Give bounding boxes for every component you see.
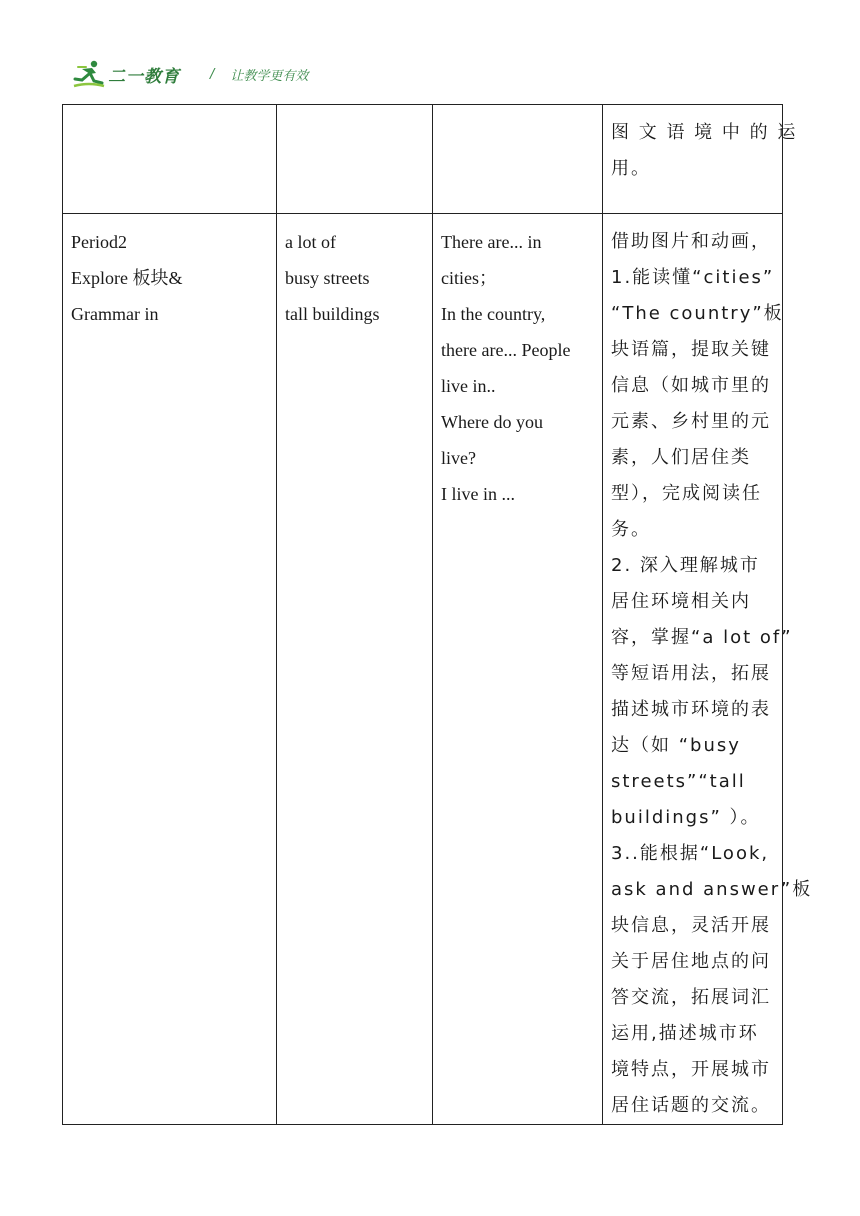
goal-line: 达（如 “busy [611,735,741,756]
goal-line: buildings” ）。 [611,807,761,828]
period-line: Period2 [71,232,127,252]
header-separator: / [210,66,215,82]
sentence-line: live in.. [441,376,496,396]
goal-line: 块语篇，提取关键 [611,339,771,360]
vocab-line: busy streets [285,268,370,288]
goal-line: ask and answer”板 [611,879,813,900]
table-cell-period [63,105,277,214]
goal-line: 运用,描述城市环 [611,1023,759,1044]
goal-line: streets”“tall [611,771,746,792]
goal-line: 答交流，拓展词汇 [611,987,771,1008]
goal-line: 等短语用法，拓展 [611,663,771,684]
sentence-line: cities； [441,268,497,288]
goal-line: 用。 [611,158,651,179]
table-cell-goals [603,214,813,1125]
goal-line: 元素、乡村里的元 [611,411,771,432]
goal-line: 居住环境相关内 [611,591,751,612]
goal-line: 信息（如城市里的 [611,375,771,396]
goal-line: “The country”板 [611,303,784,324]
goal-line: 借助图片和动画， [611,231,771,252]
logo [72,56,180,92]
goal-line: 1.能读懂“cities” [611,267,775,288]
table-cell-period [63,214,277,1125]
goal-line: 图 文 语 境 中 的 运 [611,122,798,143]
runner-logo-icon [72,59,106,89]
sentence-line: There are... in [441,232,542,252]
vocab-line: a lot of [285,232,336,252]
goal-line: 关于居住地点的问 [611,951,771,972]
goal-line: 2. 深入理解城市 [611,555,760,576]
table-cell-goals [603,105,798,214]
table-cell-vocabulary [277,214,433,1125]
sentence-line: there are... People [441,340,571,360]
logo-text: 二一教育 [108,66,180,87]
lesson-plan-table [62,104,813,1125]
table-row [63,105,783,214]
sentence-line: Where do you [441,412,543,432]
table-row [63,214,783,1125]
sentence-line: In the country, [441,304,546,324]
table-cell-vocabulary [277,105,433,214]
goal-line: 3..能根据“Look, [611,843,770,864]
goal-line: 境特点，开展城市 [611,1059,771,1080]
table-cell-sentences [433,214,603,1125]
header-slogan: 让教学更有效 [230,68,309,84]
goal-line: 型），完成阅读任 [611,483,762,504]
goal-line: 容，掌握“a lot of” [611,627,793,648]
vocab-line: tall buildings [285,304,380,324]
goal-line: 居住话题的交流。 [611,1095,771,1116]
goal-line: 务。 [611,519,651,540]
goal-line: 素，人们居住类 [611,447,751,468]
page-header [72,56,308,92]
sentence-line: I live in ... [441,484,515,504]
period-line: Explore 板块& [71,268,183,288]
period-line: Grammar in [71,304,159,324]
goal-line: 块信息，灵活开展 [611,915,771,936]
table-cell-sentences [433,105,603,214]
goal-line: 描述城市环境的表 [611,699,771,720]
sentence-line: live? [441,448,476,468]
